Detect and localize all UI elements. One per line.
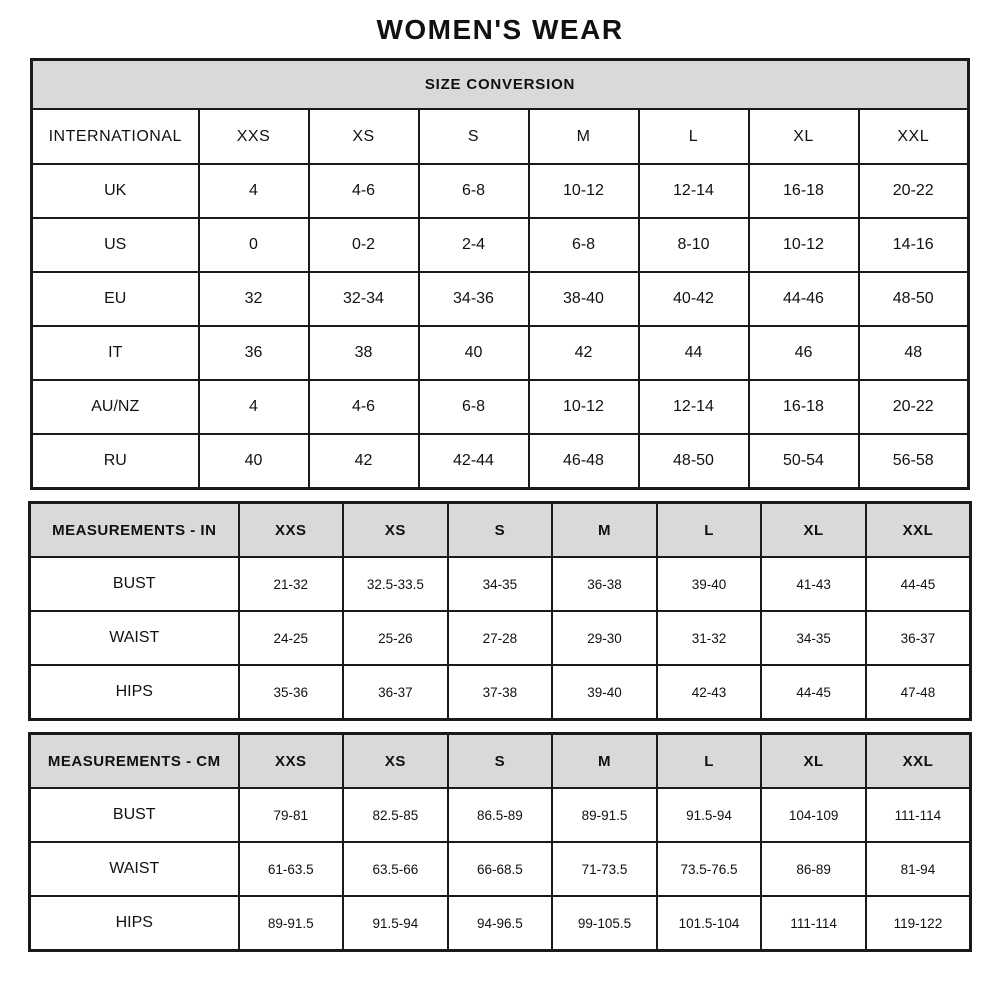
page-title: WOMEN'S WEAR	[376, 14, 624, 45]
table-row	[32, 218, 969, 272]
value-cell: 39-40	[657, 557, 762, 611]
value-cell: 46	[749, 326, 859, 380]
value-cell: 46-48	[529, 434, 639, 489]
value-cell: 101.5-104	[657, 896, 762, 951]
value-cell: 31-32	[657, 611, 762, 665]
value-cell: 89-91.5	[239, 896, 344, 951]
value-cell: 29-30	[552, 611, 657, 665]
col-header-size: XS	[343, 503, 448, 558]
value-cell: 39-40	[552, 665, 657, 720]
col-header-size: L	[657, 503, 762, 558]
table-row	[30, 788, 971, 842]
value-cell: 82.5-85	[343, 788, 448, 842]
value-cell: 91.5-94	[343, 896, 448, 951]
table-row	[30, 503, 971, 558]
value-cell: 40	[199, 434, 309, 489]
value-cell: 36-38	[552, 557, 657, 611]
value-cell: 119-122	[866, 896, 971, 951]
col-header-size: L	[657, 734, 762, 789]
table-row	[30, 842, 971, 896]
value-cell: 42-43	[657, 665, 762, 720]
value-cell: 73.5-76.5	[657, 842, 762, 896]
row-label: BUST	[30, 557, 239, 611]
value-cell: 0-2	[309, 218, 419, 272]
table-row	[32, 109, 969, 164]
col-header-size: L	[639, 109, 749, 164]
value-cell: 61-63.5	[239, 842, 344, 896]
row-label: UK	[32, 164, 199, 218]
value-cell: 99-105.5	[552, 896, 657, 951]
value-cell: 111-114	[866, 788, 971, 842]
value-cell: 63.5-66	[343, 842, 448, 896]
value-cell: 32	[199, 272, 309, 326]
value-cell: 104-109	[761, 788, 866, 842]
value-cell: 50-54	[749, 434, 859, 489]
table-row	[30, 557, 971, 611]
row-label: AU/NZ	[32, 380, 199, 434]
table-row	[30, 611, 971, 665]
value-cell: 89-91.5	[552, 788, 657, 842]
table-row	[30, 734, 971, 789]
value-cell: 40-42	[639, 272, 749, 326]
value-cell: 6-8	[419, 380, 529, 434]
value-cell: 10-12	[749, 218, 859, 272]
value-cell: 91.5-94	[657, 788, 762, 842]
col-header-size: XXL	[866, 734, 971, 789]
table-row	[32, 272, 969, 326]
size-conversion-table	[30, 58, 970, 490]
value-cell: 36-37	[866, 611, 971, 665]
row-label: IT	[32, 326, 199, 380]
value-cell: 32.5-33.5	[343, 557, 448, 611]
measurements-cm-table	[28, 732, 972, 952]
table-row	[32, 326, 969, 380]
value-cell: 4-6	[309, 380, 419, 434]
col-header-size: XXS	[239, 503, 344, 558]
measurements-in-table	[28, 501, 972, 721]
value-cell: 8-10	[639, 218, 749, 272]
value-cell: 34-35	[448, 557, 553, 611]
table-row	[32, 380, 969, 434]
value-cell: 36	[199, 326, 309, 380]
row-label: WAIST	[30, 611, 239, 665]
table-row	[30, 896, 971, 951]
value-cell: 42-44	[419, 434, 529, 489]
value-cell: 14-16	[859, 218, 969, 272]
value-cell: 48-50	[639, 434, 749, 489]
row-label: BUST	[30, 788, 239, 842]
value-cell: 44-45	[866, 557, 971, 611]
row-label: US	[32, 218, 199, 272]
value-cell: 56-58	[859, 434, 969, 489]
col-header-size: XS	[309, 109, 419, 164]
value-cell: 24-25	[239, 611, 344, 665]
value-cell: 0	[199, 218, 309, 272]
value-cell: 111-114	[761, 896, 866, 951]
value-cell: 16-18	[749, 164, 859, 218]
value-cell: 36-37	[343, 665, 448, 720]
value-cell: 21-32	[239, 557, 344, 611]
value-cell: 4	[199, 164, 309, 218]
value-cell: 40	[419, 326, 529, 380]
col-header-size: XXL	[866, 503, 971, 558]
col-header-size: M	[552, 503, 657, 558]
table-row	[32, 434, 969, 489]
row-label: RU	[32, 434, 199, 489]
row-label: HIPS	[30, 896, 239, 951]
value-cell: 42	[529, 326, 639, 380]
value-cell: 12-14	[639, 164, 749, 218]
col-header-size: S	[448, 734, 553, 789]
col-header-size: S	[448, 503, 553, 558]
value-cell: 44-45	[761, 665, 866, 720]
value-cell: 37-38	[448, 665, 553, 720]
row-label: HIPS	[30, 665, 239, 720]
value-cell: 2-4	[419, 218, 529, 272]
value-cell: 48-50	[859, 272, 969, 326]
value-cell: 20-22	[859, 164, 969, 218]
value-cell: 6-8	[419, 164, 529, 218]
col-header-size: S	[419, 109, 529, 164]
value-cell: 20-22	[859, 380, 969, 434]
table-row	[30, 665, 971, 720]
value-cell: 48	[859, 326, 969, 380]
col-header-size: M	[552, 734, 657, 789]
row-label: WAIST	[30, 842, 239, 896]
value-cell: 42	[309, 434, 419, 489]
measurements-cm-caption: MEASUREMENTS - CM	[30, 734, 239, 789]
value-cell: 94-96.5	[448, 896, 553, 951]
value-cell: 34-36	[419, 272, 529, 326]
value-cell: 27-28	[448, 611, 553, 665]
col-header-international: INTERNATIONAL	[32, 109, 199, 164]
table-row	[32, 60, 969, 110]
value-cell: 86-89	[761, 842, 866, 896]
value-cell: 38	[309, 326, 419, 380]
col-header-size: XL	[761, 734, 866, 789]
value-cell: 32-34	[309, 272, 419, 326]
value-cell: 6-8	[529, 218, 639, 272]
value-cell: 47-48	[866, 665, 971, 720]
value-cell: 4-6	[309, 164, 419, 218]
value-cell: 10-12	[529, 164, 639, 218]
value-cell: 25-26	[343, 611, 448, 665]
value-cell: 35-36	[239, 665, 344, 720]
value-cell: 86.5-89	[448, 788, 553, 842]
value-cell: 81-94	[866, 842, 971, 896]
value-cell: 71-73.5	[552, 842, 657, 896]
value-cell: 34-35	[761, 611, 866, 665]
value-cell: 41-43	[761, 557, 866, 611]
col-header-size: XXS	[239, 734, 344, 789]
value-cell: 38-40	[529, 272, 639, 326]
col-header-size: XL	[761, 503, 866, 558]
table-row	[32, 164, 969, 218]
row-label: EU	[32, 272, 199, 326]
value-cell: 12-14	[639, 380, 749, 434]
value-cell: 44-46	[749, 272, 859, 326]
col-header-size: XXL	[859, 109, 969, 164]
measurements-in-caption: MEASUREMENTS - IN	[30, 503, 239, 558]
col-header-size: XS	[343, 734, 448, 789]
value-cell: 16-18	[749, 380, 859, 434]
col-header-size: XXS	[199, 109, 309, 164]
size-conversion-caption: SIZE CONVERSION	[32, 60, 969, 110]
value-cell: 10-12	[529, 380, 639, 434]
value-cell: 66-68.5	[448, 842, 553, 896]
col-header-size: M	[529, 109, 639, 164]
col-header-size: XL	[749, 109, 859, 164]
value-cell: 4	[199, 380, 309, 434]
value-cell: 44	[639, 326, 749, 380]
value-cell: 79-81	[239, 788, 344, 842]
